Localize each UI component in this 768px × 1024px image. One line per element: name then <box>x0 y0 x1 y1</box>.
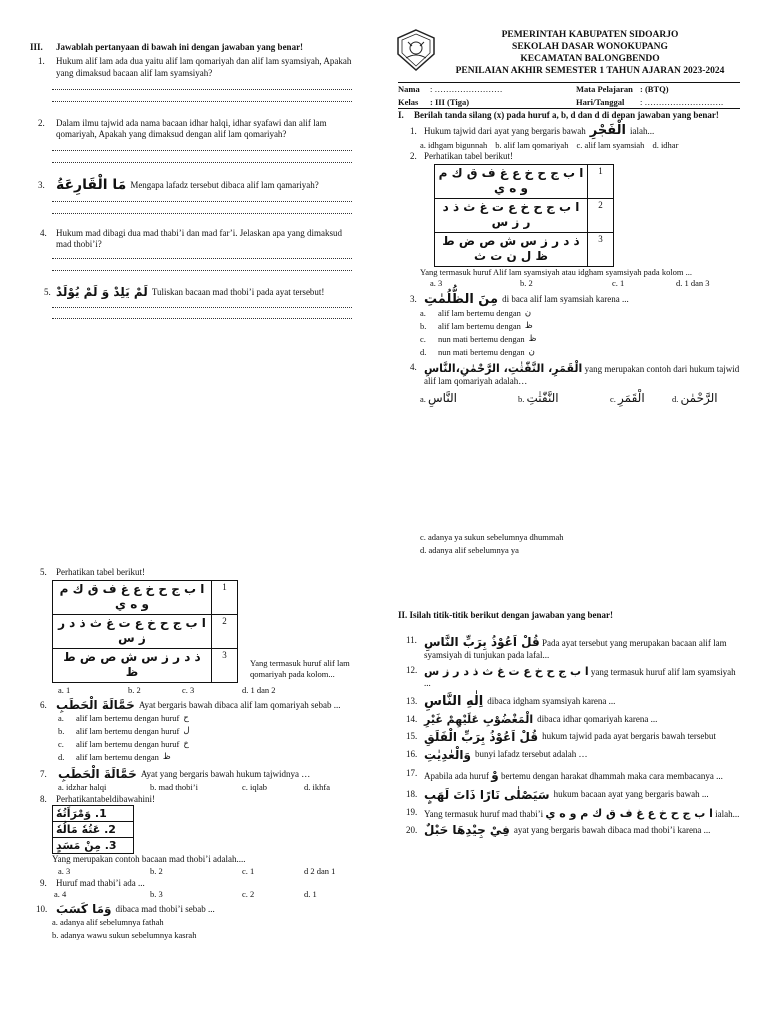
mc-question-8: 8. Perhatikantabeldibawahini! <box>40 793 155 804</box>
table-row: ا ب ج ح خ ع غ ف ق ك م و ه ي 1 <box>53 581 238 615</box>
arabic-text: مِنَ الظُّلُمٰتِ <box>424 291 499 307</box>
arabic-text: سَيَصْلٰى نَارًا ذَاتَ لَهَبٍ <box>424 787 550 802</box>
mapel-label: Mata Pelajaran <box>576 84 633 94</box>
table-row: ا ب ج ح خ ع ت غ ث ذ د ر ز س 2 <box>435 199 614 233</box>
section-1-title: Berilah tanda silang (x) pada huruf a, b, d dan d di depan jawaban yang benar! <box>414 110 719 120</box>
mc-question-10: 10. وَمَا كَسَبَ dibaca mad thobi’i sebab ... <box>36 902 215 917</box>
option-b[interactable]: b. 2 <box>520 278 533 288</box>
option-d[interactable]: d. 1 <box>304 889 317 900</box>
option-b[interactable]: b. 3 <box>150 889 163 900</box>
answer-line[interactable] <box>52 307 352 308</box>
mc-question-3: 3. مِنَ الظُّلُمٰتِ di baca alif lam syamsiah karena ... <box>410 291 629 307</box>
mc-options-5 <box>40 685 380 696</box>
answer-line[interactable] <box>52 89 352 90</box>
table-row: 1. وَمْرَاَتُهٗ <box>53 805 134 821</box>
mc-question-2: 2. Perhatikan tabel berikut! <box>410 151 513 162</box>
mc-question-1: 1. Hukum tajwid dari ayat yang bergaris bawah الْفَجْرِ ialah... <box>410 123 655 139</box>
hari-field[interactable]: : ………………………. <box>640 96 724 107</box>
option-d[interactable]: d. alif lam bertemu dengan ظ <box>58 751 171 762</box>
option-a[interactable]: a. 1 <box>58 685 71 696</box>
mc-options-3 <box>398 308 742 360</box>
option-d[interactable]: d. nun mati bertemu dengan ن <box>420 346 535 357</box>
header-line-2: SEKOLAH DASAR WONOKUPANG <box>512 41 668 52</box>
mc-options-8 <box>40 866 380 877</box>
option-a[interactable]: a. idzhar halqi <box>58 781 107 792</box>
table-row: ذ د ر ز س ش ص ض ط ظ ل ن ت ث 3 <box>435 233 614 267</box>
essay-question-1: 1. Hukum alif lam ada dua yaitu alif lam qomariyah dan alif lam syamsiyah, Apakah yang dimaksud bacaan alif lam syamsiyah? <box>38 56 352 78</box>
nama-field[interactable]: : …………………… <box>430 84 503 94</box>
option-c[interactable]: c. 2 <box>242 889 255 900</box>
option-b[interactable]: b. mad thobi’i <box>150 781 198 792</box>
essay-question-3: 3. مَا الْقَارِعَةُ Mengapa lafadz tersebut dibaca alif lam qamariyah? <box>38 177 319 194</box>
mc-options-6 <box>40 713 380 765</box>
arabic-text: مَا الْقَارِعَةُ <box>56 177 127 194</box>
student-info <box>398 82 740 109</box>
mc-question-5-follow: Yang termasuk huruf alif lam qomariyah pada kolom... <box>250 658 350 679</box>
arabic-text: حَمَّالَةَ الْحَطَبِ <box>58 766 137 781</box>
mc-options-10-continued <box>420 532 740 558</box>
option-a[interactable]: a. 4 <box>54 889 67 900</box>
option-c[interactable]: c. الْقَمَرِ <box>610 390 645 405</box>
answer-line[interactable] <box>52 258 352 259</box>
table-row: ا ب ج ح خ ع ت غ ث ذ د ر ز س 2 <box>53 615 238 649</box>
arabic-text: قُلْ اَعُوْذُ بِرَبِّ النَّاسِ <box>424 635 540 650</box>
kelas-value: : III (Tiga) <box>430 96 470 107</box>
option-c[interactable]: c. 1 <box>612 278 625 288</box>
mc-options-2 <box>398 278 742 289</box>
short-question-20: 20. فِيْ جِيْدِهَا حَبْلٌ ayat yang bergaris bawah dibaca mad thobi’i karena ... <box>406 823 711 838</box>
mc-question-9: 9. Huruf mad thabi’i ada ... <box>40 878 145 889</box>
option-c[interactable]: c. alif lam syamsiah <box>576 139 645 150</box>
short-question-18: 18. سَيَصْلٰى نَارًا ذَاتَ لَهَبٍ hukum bacaan ayat yang bergaris bawah ... <box>406 787 709 802</box>
kelas-label: Kelas <box>398 96 419 107</box>
letter-table <box>52 580 238 683</box>
mc-question-4: 4. الْقَمَرِ، النَّفّٰثٰتِ، الرَّحْمٰنِ،النَّاسِ yang merupakan contoh dari hukum tajwid alif lam qomariyah adalah… <box>410 361 740 386</box>
hari-label: Hari/Tanggal <box>576 96 625 107</box>
option-c[interactable]: c. adanya ya sukun sebelumnya dhummah <box>420 532 564 542</box>
short-question-19: 19. Yang termasuk huruf mad thabi’i ا ب ج ح خ ع غ ف ق ك م و ه ي ialah... <box>406 806 740 820</box>
essay-question-4: 4. Hukum mad dibagi dua mad thabi’i dan mad far’i. Jelaskan apa yang dimaksud mad thobi’i? <box>40 227 343 249</box>
option-b[interactable]: b. 2 <box>150 865 163 876</box>
answer-line[interactable] <box>52 213 352 214</box>
arabic-text: الْقَمَرِ، النَّفّٰثٰتِ، الرَّحْمٰنِ،النَّاسِ <box>424 361 583 375</box>
header-line-1: PEMERINTAH KABUPATEN SIDOARJO <box>501 30 679 40</box>
option-a[interactable]: a. idhgam bigunnah <box>420 139 488 150</box>
essay-question-5: 5. لَمْ يَلِدْ وَ لَمْ يُوْلَدْ Tuliskan bacaan mad thobi’i pada ayat tersebut! <box>44 285 325 300</box>
option-d[interactable]: d 2 dan 1 <box>304 865 336 876</box>
section-3 <box>30 42 352 319</box>
answer-line[interactable] <box>52 270 352 271</box>
table-row: 2. عَتُهٗ مَالُهٗ <box>53 821 134 837</box>
option-d[interactable]: d. adanya alif sebelumnya ya <box>420 545 519 555</box>
arabic-text: الْمَغْضُوْبِ عَلَيْهِمْ غَيْرِ <box>424 712 534 726</box>
short-question-16: 16. وَالْعٰدِيٰتِ bunyi lafadz tersebut adalah … <box>406 747 588 762</box>
option-a[interactable]: a. النَّاسِ <box>420 390 457 405</box>
option-d[interactable]: d. ikhfa <box>304 781 330 792</box>
mc-question-5: 5. Perhatikan tabel berikut! <box>40 567 145 577</box>
option-b[interactable]: b. alif lam bertemu dengan ظ <box>420 320 533 331</box>
arabic-text: قُلْ اَعُوْذُ بِرَبِّ الْفَلَقِ <box>424 729 539 744</box>
mc-options-10 <box>40 917 380 943</box>
answer-line[interactable] <box>52 162 352 163</box>
option-a[interactable]: a. adanya alif sebelumnya fathah <box>52 917 164 928</box>
document-header <box>440 30 740 78</box>
mapel-value: : (BTQ) <box>640 84 669 94</box>
short-question-15: 15. قُلْ اَعُوْذُ بِرَبِّ الْفَلَقِ hukum tajwid pada ayat bergaris bawah tersebut <box>406 729 716 744</box>
option-c[interactable]: c. nun mati bertemu dengan ظ <box>420 333 537 344</box>
section-3-title: Jawablah pertanyaan di bawah ini dengan jawaban yang benar! <box>56 42 304 52</box>
option-d[interactable]: d. 1 dan 2 <box>242 685 276 696</box>
answer-line[interactable] <box>52 101 352 102</box>
arabic-text: وْ <box>491 767 499 782</box>
header-line-4: PENILAIAN AKHIR SEMESTER 1 TAHUN AJARAN 2023-2024 <box>455 65 725 76</box>
arabic-text: فِيْ جِيْدِهَا حَبْلٌ <box>424 823 510 838</box>
option-d[interactable]: d. 1 dan 3 <box>676 278 710 288</box>
short-question-17: 17. Apabila ada huruf وْ bertemu dengan harakat dhammah maka cara membacanya ... <box>406 767 723 782</box>
table-row: 3. مِنْ مَسَدٍ <box>53 838 134 854</box>
section-1 <box>398 110 742 406</box>
mad-table <box>52 805 134 855</box>
short-question-13: 13. اِلٰهِ النَّاسِ dibaca idgham syamsiyah karena ... <box>406 693 616 709</box>
arabic-text: ا ب ج ح خ ع غ ف ق ك م و ه ي <box>545 806 713 820</box>
mc-section-continued <box>36 567 380 943</box>
regency-emblem-icon <box>394 28 438 72</box>
option-a[interactable]: a. alif lam bertemu dengan ن <box>420 307 532 318</box>
arabic-text: وَالْعٰدِيٰتِ <box>424 747 471 762</box>
option-a[interactable]: a. 3 <box>58 865 71 876</box>
option-a[interactable]: a. alif lam bertemu dengan huruf ح <box>58 712 189 723</box>
answer-line[interactable] <box>52 150 352 151</box>
section-2 <box>398 610 744 838</box>
option-c[interactable]: c. alif lam bertemu dengan huruf خ <box>58 738 189 749</box>
essay-question-2: 2. Dalam ilmu tajwid ada nama bacaan idhar halqi, idhar syafawi dan alif lam qomariyah, Apakah yang dimaksud dengan alif lam qomariyah? <box>38 117 327 139</box>
answer-line[interactable] <box>52 201 352 202</box>
mc-question-2-follow: Yang termasuk huruf Alif lam syamsiyah atau idgham syamsiyah pada kolom ... <box>420 267 693 278</box>
option-b[interactable]: b. alif lam qomariyah <box>495 139 569 150</box>
table-row: ا ب ج ح خ ع غ ف ق ك م و ه ي 1 <box>435 165 614 199</box>
answer-line[interactable] <box>52 318 352 319</box>
arabic-text: حَمَّالَةَ الْحَطَبِ <box>56 697 135 712</box>
section-3-roman: III. <box>30 42 43 52</box>
nama-label: Nama <box>398 84 420 94</box>
mc-options-9 <box>40 889 380 900</box>
table-row: ذ د ر ز س ش ص ض ط ظ 3 <box>53 649 238 683</box>
school-logo <box>394 28 440 74</box>
arabic-text: الْفَجْرِ <box>589 123 626 139</box>
option-b[interactable]: b. النَّفّٰثٰتِ <box>518 390 559 405</box>
mc-options-4 <box>398 391 742 406</box>
letter-table <box>434 164 614 267</box>
option-b[interactable]: b. alif lam bertemu dengan huruf ل <box>58 725 190 736</box>
arabic-text: وَمَا كَسَبَ <box>56 902 112 917</box>
mc-question-8-follow: Yang merupakan contoh bacaan mad thobi’i adalah.... <box>52 854 246 865</box>
section-1-roman: I. <box>398 110 404 120</box>
mc-question-7: 7. حَمَّالَةَ الْحَطَبِ Ayat yang bergaris bawah hukum tajwidnya … <box>40 766 311 781</box>
option-c[interactable]: c. 3 <box>182 685 195 696</box>
short-question-14: 14. الْمَغْضُوْبِ عَلَيْهِمْ غَيْرِ dibaca idhar qomariyah karena ... <box>406 712 658 726</box>
option-c[interactable]: c. 1 <box>242 865 255 876</box>
option-b[interactable]: b. 2 <box>128 685 141 696</box>
option-d[interactable]: d. الرَّحْمٰن <box>672 390 718 405</box>
mc-question-6: 6. حَمَّالَةَ الْحَطَبِ Ayat bergaris bawah dibaca alif lam qomariyah sebab ... <box>40 697 341 712</box>
mc-options-7 <box>40 782 380 793</box>
option-d[interactable]: d. idhar <box>652 139 679 150</box>
arabic-text: اِلٰهِ النَّاسِ <box>424 693 484 709</box>
option-b[interactable]: b. adanya wawu sukun sebelumnya kasrah <box>52 930 197 941</box>
option-c[interactable]: c. iqlab <box>242 781 268 792</box>
mc-options-1 <box>398 140 742 151</box>
arabic-text: ا ب ج ح خ ع ت غ ث ذ د ر ز س <box>424 664 589 678</box>
option-a[interactable]: a. 3 <box>430 278 443 288</box>
arabic-text: لَمْ يَلِدْ وَ لَمْ يُوْلَدْ <box>56 285 148 300</box>
short-question-11: 11. قُلْ اَعُوْذُ بِرَبِّ النَّاسِ Pada ayat tersebut yang merupakan bacaan alif lam syamsiyah di tunjukan pada lafal... <box>406 635 727 661</box>
section-2-title: II. Isilah titik-titik berikut dengan jawaban yang benar! <box>398 610 614 620</box>
short-question-12: 12. ا ب ج ح خ ع ت غ ث ذ د ر ز س yang termasuk huruf alif lam syamsiyah ... <box>406 664 736 689</box>
header-line-3: KECAMATAN BALONGBENDO <box>520 53 660 64</box>
